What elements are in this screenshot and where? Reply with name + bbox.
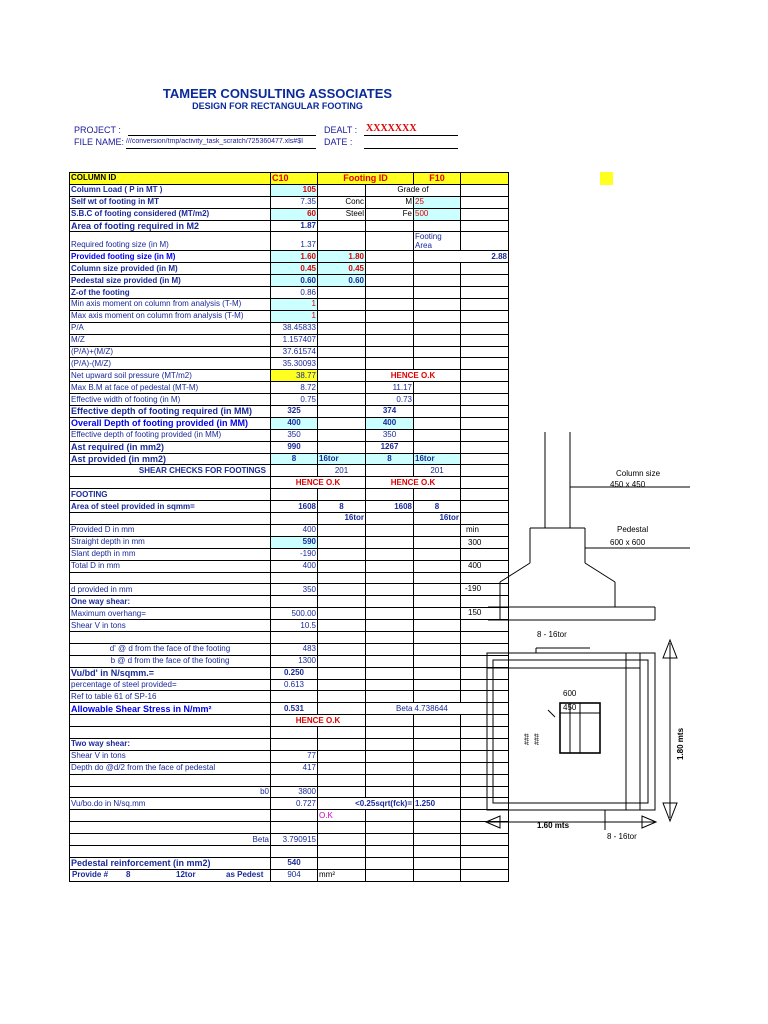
sheet-subtitle: DESIGN FOR RECTANGULAR FOOTING	[192, 101, 363, 111]
table-row: (P/A)+(M/Z) 37.61574	[70, 346, 509, 358]
bottom-dim-label: 1.60 mts	[537, 821, 570, 830]
column-id-value: C10	[271, 173, 318, 185]
table-row: FOOTING	[70, 489, 509, 501]
dealt-value: XXXXXXX	[366, 123, 417, 134]
table-row: Slant depth in mm -190	[70, 548, 509, 560]
table-row: Area of steel provided in sqmm= 1608 8 1608 8	[70, 501, 509, 513]
table-row: Min axis moment on column from analysis (T-M) 1	[70, 299, 509, 311]
table-row: Required footing size (in M) 1.37 Footing Area	[70, 232, 509, 251]
table-row: Z-of the footing 0.86	[70, 287, 509, 299]
side-dim-label: 1.80 mts	[676, 727, 685, 760]
footing-plan-outline	[487, 653, 655, 810]
table-row: Effective depth of footing required (in MM) 325 374	[70, 406, 509, 418]
table-row: d provided in mm 350	[70, 584, 509, 596]
table-row: M/Z 1.157407	[70, 334, 509, 346]
table-row	[70, 727, 509, 739]
table-row: Max axis moment on column from analysis (T-M) 1	[70, 310, 509, 322]
filename-value: ///conversion/tmp/activity_task_scratch/725360477.xls#$I	[126, 138, 304, 145]
footing-slope-right	[585, 563, 615, 582]
pedestal-label: Pedestal	[617, 525, 649, 534]
table-row: O.K	[70, 810, 509, 822]
table-row: Straight depth in mm 590	[70, 536, 509, 548]
table-row: b0 3800	[70, 786, 509, 798]
table-row: S.B.C of footing considered (MT/m2) 60 Steel Fe 500	[70, 208, 509, 220]
table-row: Column Load ( P in MT ) 105 Grade of	[70, 184, 509, 196]
dim-450: 450	[563, 703, 577, 712]
table-row: Net upward soil pressure (MT/m2) 38.77 HENCE O.K	[70, 370, 509, 382]
table-row: Ast required (in mm2) 990 1267	[70, 441, 509, 453]
bars-top-label: 8 - 16tor	[537, 630, 567, 639]
table-row: Pedestal size provided (in M) 0.60 0.60	[70, 275, 509, 287]
date-label: DATE :	[324, 137, 353, 147]
table-row: Provided footing size (in M) 1.60 1.80 2.88	[71, 251, 507, 261]
table-row: COLUMN ID C10 Footing ID F10	[70, 173, 509, 185]
table-row: Two way shear:	[70, 738, 509, 750]
table-row: HENCE O.K	[70, 715, 509, 727]
table-row: Self wt of footing in MT 7.35 Conc M 25	[70, 196, 509, 208]
table-row: Total D in mm 400	[70, 560, 509, 572]
table-row: 16tor 16tor	[70, 513, 509, 525]
table-row: Provide # 8 12tor as Pedest 904 mm²	[70, 869, 509, 881]
dim-neg190: -190	[465, 584, 482, 593]
table-row	[70, 774, 509, 786]
filename-label: FILE NAME:	[74, 137, 125, 147]
table-row: percentage of steel provided= 0.613	[70, 679, 509, 691]
table-row: Vu/bo.do in N/sq.mm 0.727 <0.25sqrt(fck)= 1.250	[70, 798, 509, 810]
table-row: Vu/bd' in N/sqmm.= 0.250	[70, 667, 509, 679]
footing-slope-left	[500, 563, 530, 582]
dim-400: 400	[468, 561, 482, 570]
table-row: Beta 3.790915	[70, 834, 509, 846]
table-row: SHEAR CHECKS FOR FOOTINGS 201 201	[70, 465, 509, 477]
table-row: Shear V in tons 77	[70, 750, 509, 762]
table-row: Ast provided (in mm2) 8 16tor 8 16tor	[70, 453, 509, 465]
dim-min-label: min	[466, 525, 479, 534]
table-row: Provided D in mm 400	[70, 524, 509, 536]
footing-design-table	[69, 172, 509, 882]
table-row	[70, 822, 509, 834]
table-row: P/A 38.45833	[70, 322, 509, 334]
dealt-label: DEALT :	[324, 125, 358, 135]
table-row: d' @ d from the face of the footing 483	[70, 643, 509, 655]
company-title: TAMEER CONSULTING ASSOCIATES	[162, 86, 393, 101]
table-row: Max B.M at face of pedestal (MT-M) 8.72 11.17	[70, 382, 509, 394]
table-row: Allowable Shear Stress in N/mm² 0.531 Beta 4.738644	[70, 703, 509, 715]
table-row: One way shear:	[70, 596, 509, 608]
table-row: (P/A)-(M/Z) 35.30093	[70, 358, 509, 370]
table-row: Ref to table 61 of SP-16	[70, 691, 509, 703]
table-row	[70, 845, 509, 857]
table-row: Maximum overhang= 500.00	[70, 608, 509, 620]
hash-overflow-1: ###	[524, 733, 531, 745]
table-row: b @ d from the face of the footing 1300	[70, 655, 509, 667]
table-row: Effective depth of footing provided (in MM) 350 350	[70, 429, 509, 441]
project-label: PROJECT :	[74, 125, 121, 135]
dim-300: 300	[468, 538, 482, 547]
dim-150: 150	[468, 608, 482, 617]
dim-600: 600	[563, 689, 577, 698]
table-row: Shear V in tons 10.5	[70, 620, 509, 632]
table-row: Depth do @d/2 from the face of pedestal 417	[70, 762, 509, 774]
table-row	[70, 631, 509, 643]
yellow-marker	[600, 172, 613, 185]
table-row	[70, 572, 509, 584]
pedestal-size-value: 600 x 600	[610, 538, 646, 547]
bars-bottom-label: 8 - 16tor	[607, 832, 637, 841]
column-size-value: 450 x 450	[610, 480, 646, 489]
table-row: Area of footing required in M2 1.87	[70, 220, 509, 232]
table-row: Overall Depth of footing provided (in MM) 400 400	[70, 417, 509, 429]
table-row: Effective width of footing (in M) 0.75 0.73	[70, 394, 509, 406]
column-size-label: Column size	[616, 469, 661, 478]
hash-overflow-2: ###	[534, 733, 541, 745]
table-row: Pedestal reinforcement (in mm2) 540	[70, 857, 509, 869]
hatch-mark	[548, 710, 555, 717]
table-row: HENCE O.K HENCE O.K	[70, 477, 509, 489]
footing-id-value: F10	[414, 173, 461, 185]
table-row: Column size provided (in M) 0.45 0.45	[70, 263, 509, 275]
